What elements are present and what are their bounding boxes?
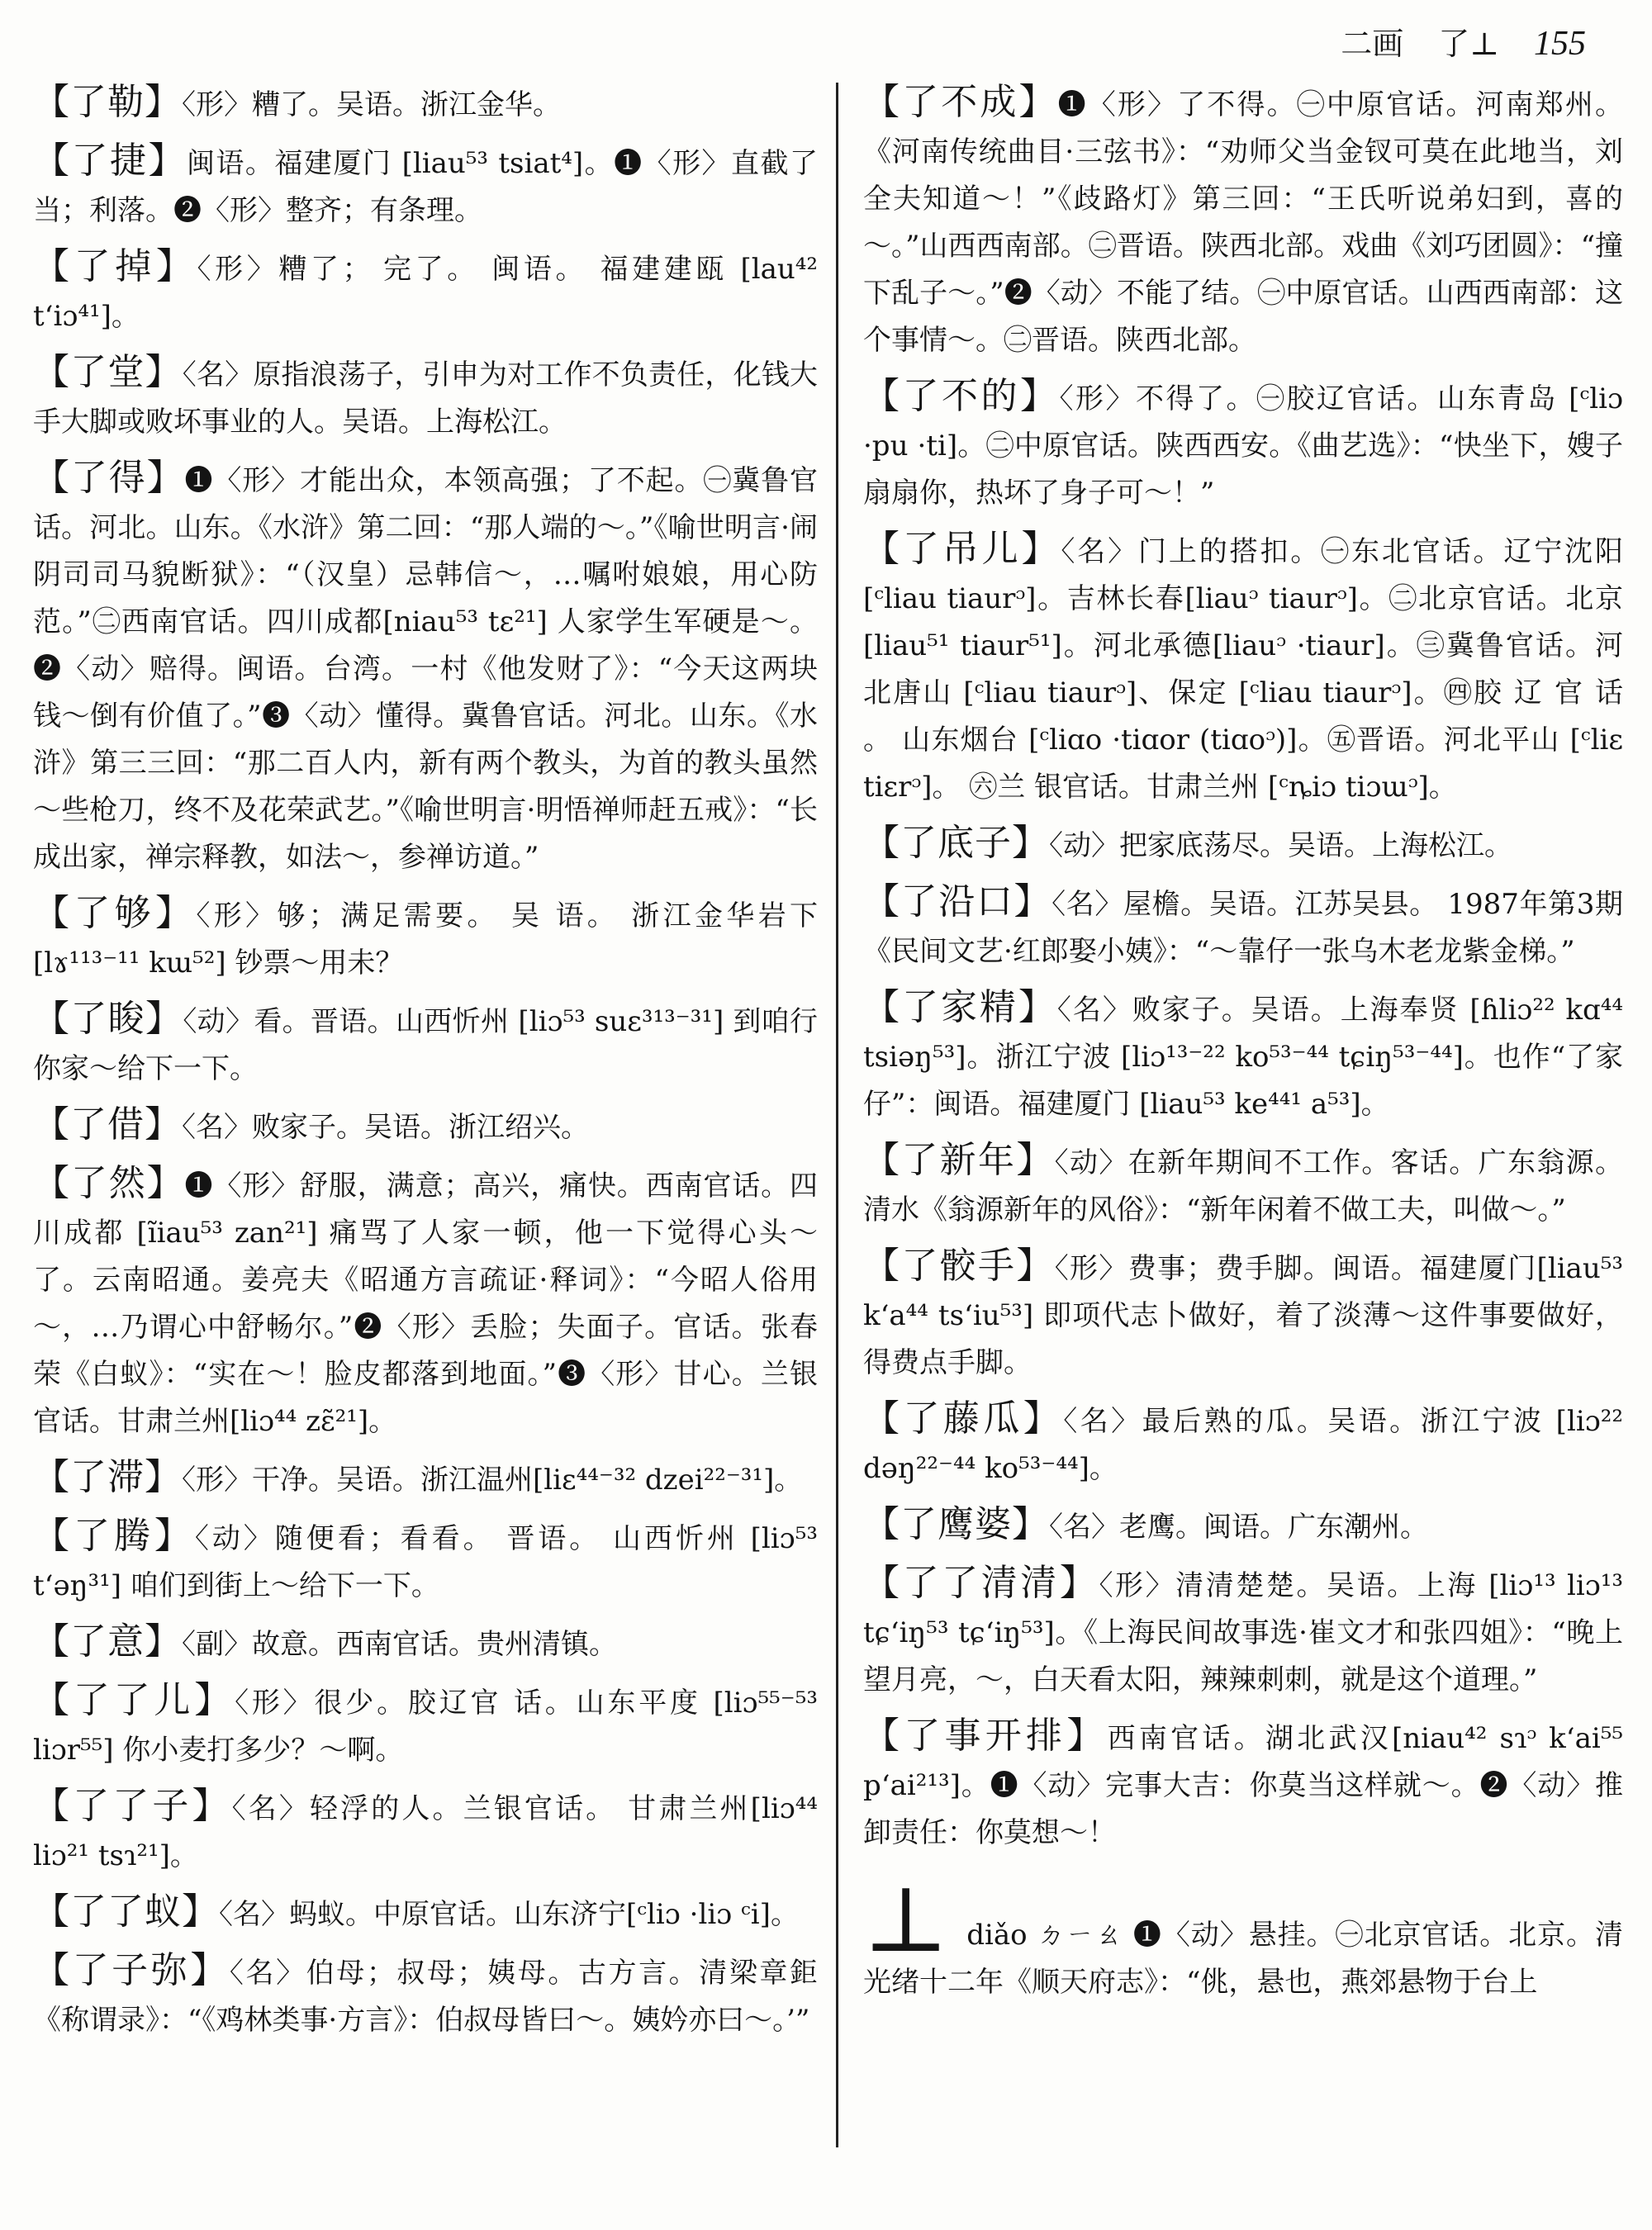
entry-body: 〈名〉轻浮的人。兰银官话。 甘肃兰州[liɔ⁴⁴ liɔ²¹ tsɿ²¹]。 bbox=[33, 1792, 818, 1872]
headword: 【了新年】 bbox=[863, 1139, 1055, 1181]
entry-body: 〈名〉伯母；叔母；姨母。古方言。清梁章鉅《称谓录》：“《鸡林类事·方言》：伯叔母皆曰～。姨妗亦曰～。’” bbox=[33, 1957, 819, 2037]
entry-body: 闽语。福建厦门 [liau⁵³ tsiat⁴]。❶〈形〉直截了当；利落。❷〈形〉整齐；有条理。 bbox=[33, 147, 819, 227]
entry-body: 〈动〉看。晋语。山西忻州 [liɔ⁵³ suɛ³¹³⁻³¹] 到咱行你家～给下一下。 bbox=[33, 1005, 819, 1085]
entry-body: 〈名〉老鹰。闽语。广东潮州。 bbox=[1049, 1511, 1428, 1544]
entry-body: 〈名〉败家子。吴语。浙江绍兴。 bbox=[182, 1111, 589, 1144]
entry-body: 〈形〉糟了； 完了。 闽语。 福建建瓯 [lau⁴² t‘iɔ⁴¹]。 bbox=[33, 253, 819, 333]
entry-body: 〈形〉够；满足需要。 吴 语。 浙江金华岩下 [lɤ¹¹³⁻¹¹ kɯ⁵²] 钞票～用未？ bbox=[33, 899, 819, 980]
header-chars: 了⊥ bbox=[1438, 26, 1499, 62]
headword: 【了滞】 bbox=[33, 1456, 182, 1498]
dictionary-entry bbox=[863, 878, 1623, 975]
entry-body: 〈形〉清清楚楚。吴语。上海 [liɔ¹³ liɔ¹³ tɕ‘iŋ⁵³ tɕ‘iŋ⁵³]。《上海民间故事选·崔文才和张四姐》：“晚上望月亮，～，白天看太阳，辣辣刺刺，就是这个道理。” bbox=[863, 1569, 1623, 1696]
headword: 【了睃】 bbox=[33, 998, 183, 1040]
headword: 【了了蚁】 bbox=[33, 1891, 219, 1933]
entry-body: 〈动〉在新年期间不工作。客话。广东翁源。清水《翁源新年的风俗》：“新年闲着不做工夫，叫做～。” bbox=[863, 1146, 1624, 1226]
entry-body: 〈动〉把家底荡尽。吴语。上海松江。 bbox=[1049, 829, 1512, 862]
headword: 【了家精】 bbox=[863, 986, 1057, 1028]
headword: 【了鹰婆】 bbox=[863, 1503, 1049, 1545]
headword: 【了不的】 bbox=[863, 375, 1060, 417]
headword: 【了子弥】 bbox=[33, 1949, 230, 1991]
headword: 【了了清清】 bbox=[863, 1562, 1099, 1604]
dictionary-entry bbox=[33, 1947, 818, 2044]
entry-body: 〈名〉最后熟的瓜。吴语。浙江宁波 [liɔ²² dəŋ²²⁻⁴⁴ ko⁵³⁻⁴⁴]。 bbox=[863, 1405, 1624, 1485]
dictionary-entry bbox=[863, 1395, 1623, 1492]
headword: 【了然】 bbox=[33, 1162, 185, 1204]
section-label: 二画 bbox=[1341, 26, 1404, 62]
dictionary-entry bbox=[33, 1160, 818, 1445]
dictionary-entry bbox=[863, 984, 1623, 1128]
dictionary-entry bbox=[863, 372, 1623, 517]
headword: 【了意】 bbox=[33, 1620, 182, 1663]
headword: 【了吊儿】 bbox=[863, 528, 1061, 570]
entry-body: 〈动〉随便看；看看。 晋语。 山西忻州 [liɔ⁵³ t‘əŋ³¹] 咱们到街上～给下一下。 bbox=[33, 1522, 818, 1602]
right-column bbox=[863, 78, 1623, 2006]
dictionary-entry bbox=[863, 1136, 1623, 1234]
headword: 【了事开排】 bbox=[863, 1715, 1108, 1757]
dictionary-entry bbox=[33, 1618, 818, 1668]
entry-body: diǎo ㄉㄧㄠ ❶〈动〉悬挂。㊀北京官话。北京。清光绪十二年《顺天府志》：“佻，悬也，燕郊悬物于台上 bbox=[863, 1919, 1624, 1999]
headword: 【了捷】 bbox=[33, 140, 187, 182]
dictionary-entry bbox=[33, 1454, 818, 1504]
left-column bbox=[33, 78, 818, 2052]
dictionary-entry bbox=[33, 454, 818, 881]
entry-body: ❶〈形〉才能出众，本领高强；了不起。㊀冀鲁官话。河北。山东。《水浒》第二回：“那人端的～。”《喻世明言·闹阴司司马貌断狱》：“（汉皇）忌韩信～，…嘱咐娘娘，用心防范。”㊁西南官话。四川成都[niau⁵³ tɛ²¹] 人家学生军硬是～。❷〈动〉赔得。闽语。台湾。一村《他发财了》：“今天这两块钱～倒有价值了。”❸〈动〉懂得。冀鲁官话。河北。山东。《水浒》第三三回：“那二百人内，新有两个教头，为首的教头虽然～些枪刀，终不及花荣武艺。”《喻世明言·明悟禅师赶五戒》：“长成出家，禅宗释教，如法～，参禅访道。” bbox=[33, 464, 819, 874]
entry-body: 西南官话。湖北武汉[niau⁴² sɿᵓ k‘ai⁵⁵ p‘ai²¹³]。❶〈动〉完事大吉：你莫当这样就～。❷〈动〉推卸责任：你莫想～！ bbox=[863, 1722, 1623, 1849]
entry-body: 〈形〉糟了。吴语。浙江金华。 bbox=[182, 88, 561, 121]
dictionary-entry bbox=[33, 1888, 818, 1938]
dictionary-entry bbox=[863, 78, 1623, 364]
dictionary-entry bbox=[33, 1101, 818, 1151]
entry-body: 〈形〉费事；费手脚。闽语。福建厦门[liau⁵³ k‘a⁴⁴ ts‘iu⁵³] 即项代志卜做好，着了淡薄～这件事要做好，得费点手脚。 bbox=[863, 1252, 1623, 1379]
dictionary-entry bbox=[863, 1242, 1623, 1387]
dictionary-entry bbox=[863, 819, 1623, 870]
headword: 【了了儿】 bbox=[33, 1679, 235, 1721]
headword: 【了了子】 bbox=[33, 1785, 232, 1827]
entry-body: 〈名〉蚂蚁。中原官话。山东济宁[ᶜliɔ ·liɔ ᶜi]。 bbox=[219, 1898, 799, 1931]
headword: 【了勒】 bbox=[33, 81, 182, 123]
headword-char: ⊥ bbox=[863, 1867, 949, 1972]
entry-body: ❶〈形〉了不得。㊀中原官话。河南郑州。《河南传统曲目·三弦书》：“劝师父当金钗可莫在此地当，刘全夫知道～！”《歧路灯》第三回：“王氏听说弟妇到，喜的～。”山西西南部。㊁晋语。陕西北部。戏曲《刘巧团圆》：“撞下乱子～。”❷〈动〉不能了结。㊀中原官话。山西西南部：这个事情～。㊁晋语。陕西北部。 bbox=[863, 88, 1624, 357]
entry-body: 〈形〉不得了。㊀胶辽官话。山东青岛 [ᶜliɔ ·pu ·ti]。㊁中原官话。陕西西安。《曲艺选》：“快坐下，嫂子扇扇你，热坏了身子可～！” bbox=[863, 382, 1624, 510]
entry-body: 〈名〉屋檐。吴语。江苏吴县。 1987年第3期《民间文艺·红郎娶小姨》：“～靠仔一张乌木老龙紫金梯。” bbox=[863, 888, 1624, 968]
headword: 【了骹手】 bbox=[863, 1245, 1055, 1287]
dictionary-entry-diao bbox=[863, 1867, 1624, 2006]
page-header bbox=[1341, 18, 1586, 64]
headword: 【了底子】 bbox=[863, 822, 1049, 864]
entry-body: 〈名〉门上的搭扣。㊀东北官话。辽宁沈阳[ᶜliau tiaurᵓ]。吉林长春[liauᵓ tiaurᵓ]。㊁北京官话。北京[liau⁵¹ tiaur⁵¹]。河北承德[liauᵓ ·tiaur]。㊂冀鲁官话。河北唐山 [ᶜliau tiaurᵓ]、保定 [ᶜliau tiaurᵓ]。㊃胶 辽 官 话 。 山东烟台 [ᶜliɑo ·tiɑor (tiɑoᵓ)]。㊄晋语。河北平山 [ᶜliɛ tiɛrᵓ]。 ㊅兰 银官话。甘肃兰州 [ᶜȵiɔ tiɔɯᵓ]。 bbox=[863, 535, 1624, 804]
headword: 【了得】 bbox=[33, 457, 185, 499]
entry-body: 〈名〉原指浪荡子，引申为对工作不负责任，化钱大手大脚或败坏事业的人。吴语。上海松江。 bbox=[33, 358, 819, 439]
dictionary-entry bbox=[33, 890, 818, 987]
entry-body: 〈形〉很少。胶辽官 话。山东平度 [liɔ⁵⁵⁻⁵³ liɔr⁵⁵] 你小麦打多少？～啊。 bbox=[33, 1687, 818, 1767]
dictionary-entry bbox=[33, 349, 818, 446]
page-number: 155 bbox=[1534, 25, 1586, 63]
dictionary-entry bbox=[33, 995, 818, 1093]
dictionary-entry bbox=[863, 1712, 1623, 1857]
column-divider bbox=[836, 83, 838, 2147]
dictionary-entry bbox=[33, 1512, 818, 1610]
headword: 【了藤瓜】 bbox=[863, 1397, 1064, 1440]
entry-body: 〈形〉干净。吴语。浙江温州[liɛ⁴⁴⁻³² dzei²²⁻³¹]。 bbox=[182, 1464, 803, 1497]
headword: 【了够】 bbox=[33, 892, 197, 934]
dictionary-entry bbox=[33, 78, 818, 129]
headword: 【了不成】 bbox=[863, 81, 1058, 123]
dictionary-entry bbox=[863, 525, 1623, 811]
headword: 【了掉】 bbox=[33, 245, 197, 287]
dictionary-entry bbox=[863, 1501, 1623, 1551]
dictionary-entry bbox=[33, 243, 818, 340]
headword: 【了腾】 bbox=[33, 1515, 195, 1557]
headword: 【了沿口】 bbox=[863, 880, 1052, 923]
dictionary-entry bbox=[863, 1559, 1623, 1704]
headword: 【了借】 bbox=[33, 1103, 182, 1146]
dictionary-entry bbox=[33, 1782, 818, 1880]
entry-body: 〈副〉故意。西南官话。贵州清镇。 bbox=[182, 1628, 617, 1661]
headword: 【了堂】 bbox=[33, 351, 183, 393]
entry-body: ❶〈形〉舒服，满意；高兴，痛快。西南官话。四川成都 [ĩiau⁵³ zan²¹] 痛骂了人家一顿，他一下觉得心头～了。云南昭通。姜亮夫《昭通方言疏证·释词》：“今昭人俗用～，…乃谓心中舒畅尔。”❷〈形〉丢脸；失面子。官话。张春荣《白蚁》：“实在～！脸皮都落到地面。”❸〈形〉甘心。兰银官话。甘肃兰州[liɔ⁴⁴ zɛ̃²¹]。 bbox=[33, 1170, 819, 1438]
dictionary-entry bbox=[33, 1677, 818, 1774]
dictionary-entry bbox=[33, 137, 818, 235]
entry-body: 〈名〉败家子。吴语。上海奉贤 [ɦliɔ²² kɑ⁴⁴ tsiəŋ⁵³]。浙江宁波 [liɔ¹³⁻²² ko⁵³⁻⁴⁴ tɕiŋ⁵³⁻⁴⁴]。也作“了家仔”：闽语。福建厦门 [liau⁵³ ke⁴⁴¹ a⁵³]。 bbox=[863, 994, 1624, 1121]
